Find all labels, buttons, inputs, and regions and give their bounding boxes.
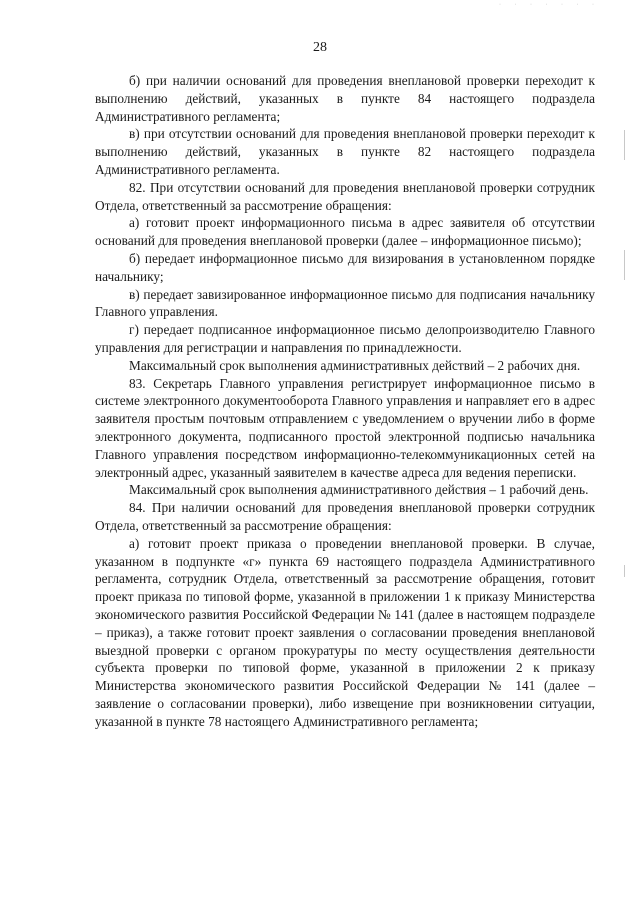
paragraph: в) при отсутствии оснований для проведения внеплановой проверки переходит к выполнению действий, указанных в пункте 82 настоящего подраздела Административного регламента.: [95, 126, 595, 177]
scan-edge-mark: [624, 250, 625, 280]
paragraph: б) передает информационное письмо для визирования в установленном порядке начальнику;: [95, 250, 595, 284]
page-number: 28: [313, 40, 327, 55]
paragraph: Максимальный срок выполнения административного действия – 1 рабочий день.: [129, 482, 589, 498]
paragraph: а) готовит проект информационного письма в адрес заявителя об отсутствии оснований для проведения внеплановой проверки (далее – информационное письмо);: [95, 215, 595, 249]
scan-edge-mark: [624, 565, 625, 577]
paragraph: в) передает завизированное информационное письмо для подписания начальнику Главного управления.: [95, 286, 595, 320]
document-body: [95, 72, 595, 730]
scan-artifact: · · · · · · ·: [499, 2, 600, 8]
scan-edge-mark: [624, 130, 625, 160]
paragraph: а) готовит проект приказа о проведении внеплановой проверки. В случае, указанном в подпункте «г» пункта 69 настоящего подраздела Административного регламента, сотрудник Отдела, ответственный за рассмотрение обращения, готовит проект приказа по типовой форме, указанной в приложении 1 к приказу Министерства экономического развития Российской Федерации № 141 (далее в настоящем подразделе – приказ), а также готовит проект заявления о согласовании проведения внеплановой выездной проверки с органом прокуратуры по месту осуществления деятельности субъекта проверки по типовой форме, указанной в приложении 2 к приказу Министерства экономического развития Российской Федерации № 141 (далее – заявление о согласовании проверки), либо извещение при возникновении ситуации, указанной в пункте 78 настоящего Административного регламента;: [95, 535, 595, 729]
paragraph: 84. При наличии оснований для проведения внеплановой проверки сотрудник Отдела, ответственный за рассмотрение обращения:: [95, 500, 595, 533]
paragraph: 83. Секретарь Главного управления регистрирует информационное письмо в системе электронного документооборота Главного управления и направляет его в адрес заявителя простым почтовым отправлением с уведомлением о вручении либо в форме электронного документа, подписанного простой электронной подписью начальника Главного управления посредством информационно-телекоммуникационных сетей на электронный адрес, указанный заявителем в качестве адреса для ведения переписки.: [95, 375, 595, 480]
paragraph: 82. При отсутствии оснований для проведения внеплановой проверки сотрудник Отдела, ответственный за рассмотрение обращения:: [95, 179, 595, 213]
paragraph: Максимальный срок выполнения административных действий – 2 рабочих дня.: [129, 357, 581, 373]
paragraph: б) при наличии оснований для проведения внеплановой проверки переходит к выполнению действий, указанных в пункте 84 настоящего подраздела Административного регламента;: [95, 73, 595, 124]
paragraph: г) передает подписанное информационное письмо делопроизводителю Главного управления для регистрации и направления по принадлежности.: [95, 322, 595, 355]
